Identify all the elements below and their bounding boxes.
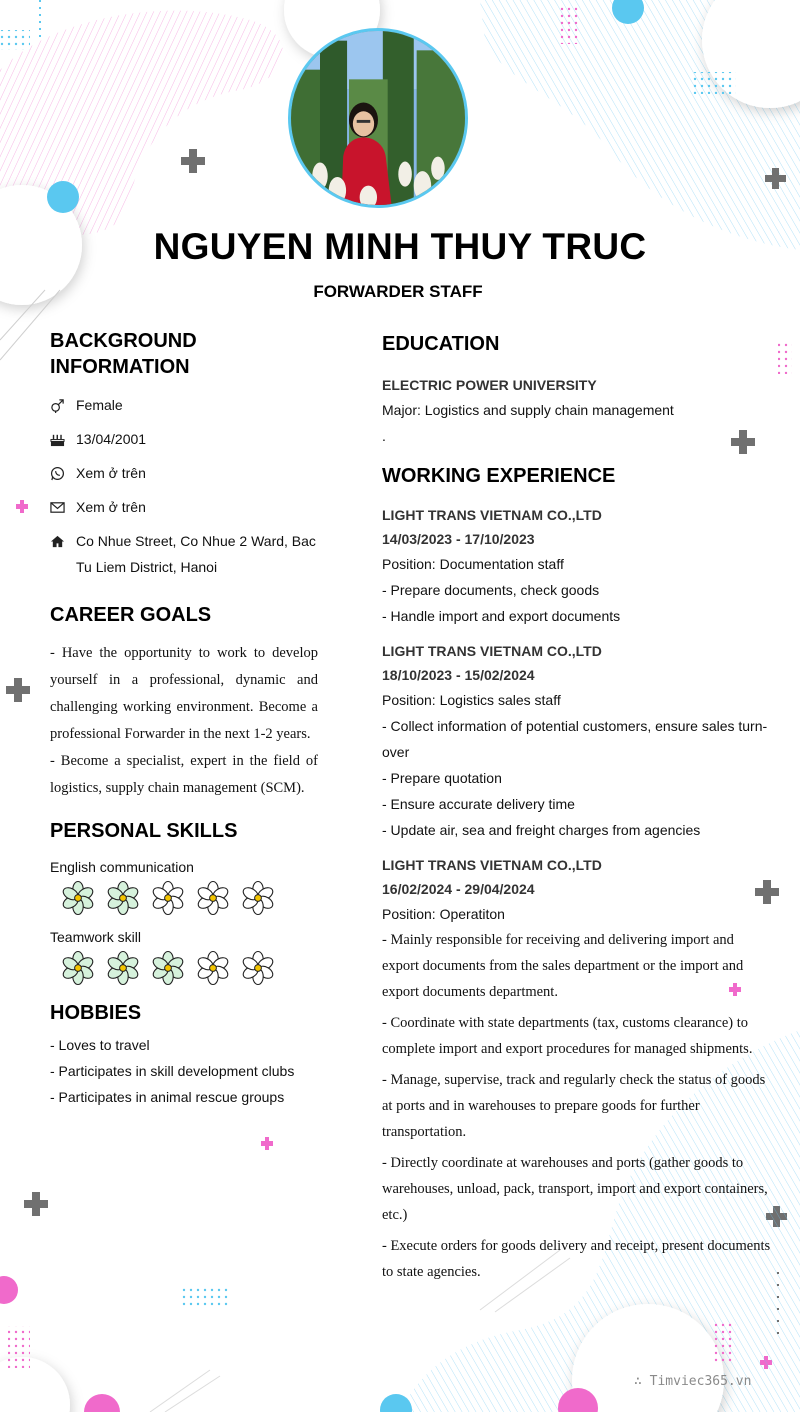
watermark: ∴ Timviec365.vn xyxy=(634,1374,752,1389)
job-position: Position: Operatiton xyxy=(382,906,505,922)
background-info-list xyxy=(50,392,318,580)
rating-flower-empty-icon xyxy=(240,950,276,986)
job-company: LIGHT TRANS VIETNAM CO.,LTD xyxy=(382,857,602,873)
rating-flower-filled-icon xyxy=(150,950,186,986)
career-goals-title: CAREER GOALS xyxy=(50,604,212,626)
job-task: - Collect information of potential customers, ensure sales turn-over xyxy=(382,718,768,760)
job-entry xyxy=(382,503,774,629)
hobbies-list xyxy=(50,1032,318,1110)
phone-row xyxy=(50,460,318,486)
career-goals-text xyxy=(50,640,318,802)
hobby-item: - Participates in animal rescue groups xyxy=(50,1089,285,1105)
job-dates: 14/03/2023 - 17/10/2023 xyxy=(382,531,535,547)
job-task: - Ensure accurate delivery time xyxy=(382,796,575,812)
job-entry xyxy=(382,853,774,1285)
skill-name: English communication xyxy=(50,859,194,875)
rating-flower-filled-icon xyxy=(105,950,141,986)
career-goal-line: - Have the opportunity to work to develop yourself in a professional, dynamic and challenging working environment. Become a professional Forwarder in the next 1-2 years. xyxy=(50,645,318,742)
job-entry xyxy=(382,639,774,843)
phone-icon xyxy=(50,460,76,486)
left-column xyxy=(50,328,318,1110)
envelope-icon xyxy=(50,494,76,520)
rating-flower-empty-icon xyxy=(195,880,231,916)
job-position: Position: Documentation staff xyxy=(382,556,564,572)
career-goal-line: - Become a specialist, expert in the field of logistics, supply chain management (SCM). xyxy=(50,753,318,796)
email-value: Xem ở trên xyxy=(76,499,146,515)
hobbies-title: HOBBIES xyxy=(50,1002,142,1024)
job-task: - Directly coordinate at warehouses and ports (gather goods to warehouses, unload, pack, transport, import and export containers, etc.) xyxy=(382,1155,768,1223)
job-task: - Coordinate with state departments (tax, customs clearance) to complete import and export procedures for managed shipments. xyxy=(382,1015,753,1057)
right-column xyxy=(382,331,774,1290)
profile-photo xyxy=(288,28,468,208)
skill-item xyxy=(50,858,318,916)
birthday-cake-icon xyxy=(50,426,76,452)
hobby-item: - Loves to travel xyxy=(50,1037,150,1053)
experience-title: WORKING EXPERIENCE xyxy=(382,465,616,487)
email-row xyxy=(50,494,318,520)
gender-value: Female xyxy=(76,397,123,413)
job-dates: 16/02/2024 - 29/04/2024 xyxy=(382,881,535,897)
skills-title: PERSONAL SKILLS xyxy=(50,820,238,842)
job-task: - Execute orders for goods delivery and receipt, present documents to state agencies. xyxy=(382,1238,771,1280)
candidate-name: NGUYEN MINH THUY TRUC xyxy=(153,226,647,267)
job-title: FORWARDER STAFF xyxy=(313,282,483,301)
rating-flower-empty-icon xyxy=(240,880,276,916)
background-section-title: BACKGROUND INFORMATION xyxy=(50,330,197,378)
job-task: - Manage, supervise, track and regularly check the status of goods at ports and in warehouses to prepare goods for further transportation. xyxy=(382,1072,766,1140)
job-task: - Prepare documents, check goods xyxy=(382,582,600,598)
education-note: . xyxy=(382,428,386,444)
job-position: Position: Logistics sales staff xyxy=(382,692,561,708)
home-icon xyxy=(50,528,76,554)
rating-flower-filled-icon xyxy=(105,880,141,916)
rating-flower-filled-icon xyxy=(60,880,96,916)
rating-flower-empty-icon xyxy=(195,950,231,986)
rating-flower-empty-icon xyxy=(150,880,186,916)
gender-icon xyxy=(50,392,76,418)
birthday-row xyxy=(50,426,318,452)
address-value: Co Nhue Street, Co Nhue 2 Ward, Bac Tu Liem District, Hanoi xyxy=(76,533,316,575)
skill-item xyxy=(50,928,318,986)
job-task: - Handle import and export documents xyxy=(382,608,621,624)
skill-rating xyxy=(60,950,318,986)
rating-flower-filled-icon xyxy=(60,950,96,986)
education-title: EDUCATION xyxy=(382,333,500,355)
job-task: - Mainly responsible for receiving and delivering import and export documents from the sales department or the import and export documents department. xyxy=(382,932,744,1000)
education-major: Major: Logistics and supply chain management xyxy=(382,402,674,418)
job-task: - Prepare quotation xyxy=(382,770,502,786)
birthday-value: 13/04/2001 xyxy=(76,431,147,447)
job-company: LIGHT TRANS VIETNAM CO.,LTD xyxy=(382,643,602,659)
skill-rating xyxy=(60,880,318,916)
education-school: ELECTRIC POWER UNIVERSITY xyxy=(382,377,597,393)
job-company: LIGHT TRANS VIETNAM CO.,LTD xyxy=(382,507,602,523)
gender-row xyxy=(50,392,318,418)
address-row xyxy=(50,528,318,580)
hobby-item: - Participates in skill development clubs xyxy=(50,1063,295,1079)
skill-name: Teamwork skill xyxy=(50,929,142,945)
job-dates: 18/10/2023 - 15/02/2024 xyxy=(382,667,535,683)
job-task: - Update air, sea and freight charges from agencies xyxy=(382,822,701,838)
phone-value: Xem ở trên xyxy=(76,465,146,481)
